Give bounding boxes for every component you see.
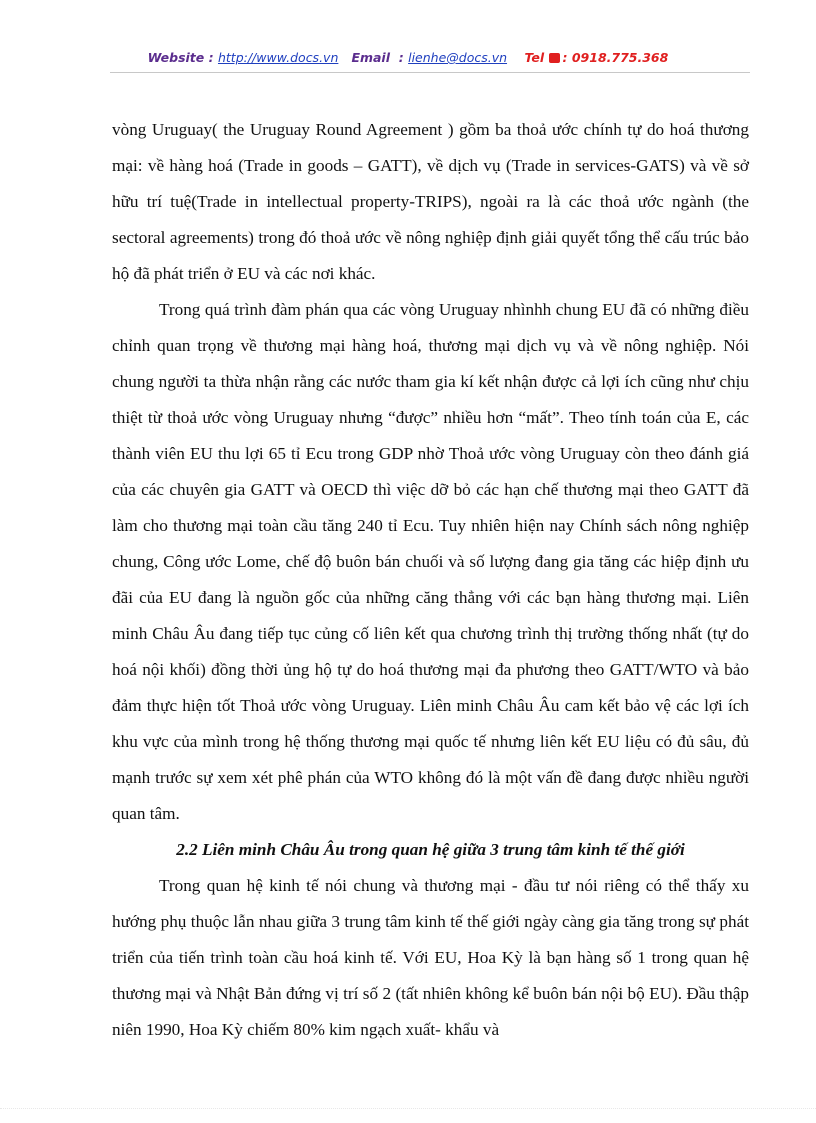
email-link[interactable]: lienhe@docs.vn [408, 50, 508, 65]
page-header [0, 50, 816, 65]
tel-label: Tel [524, 50, 545, 65]
email-separator: : [398, 50, 404, 65]
email-label: Email [351, 50, 391, 65]
footer-divider [0, 1108, 816, 1109]
paragraph-2: Trong quá trình đàm phán qua các vòng Uruguay nhìnhh chung EU đã có những điều chỉnh quan trọng về thương mại hàng hoá, thương mại dịch vụ và về nông nghiệp. Nói chung người ta thừa nhận rằng các nước tham gia kí kết nhận được cả lợi ích cũng như chịu thiệt từ thoả ước vòng Uruguay nhưng “được” nhiều hơn “mất”. Theo tính toán của E, các thành viên EU thu lợi 65 tỉ Ecu trong GDP nhờ Thoả ước vòng Uruguay còn theo đánh giá của các chuyên gia GATT và OECD thì việc dỡ bỏ các hạn chế thương mại theo GATT đã làm cho thương mại toàn cầu tăng 240 tỉ Ecu. Tuy nhiên hiện nay Chính sách nông nghiệp chung, Công ước Lome, chế độ buôn bán chuối và số lượng đang gia tăng các hiệp định ưu đãi của EU đang là nguồn gốc của những căng thẳng với các bạn hàng thương mại. Liên minh Châu Âu đang tiếp tục củng cố liên kết qua chương trình thị trường thống nhất (tự do hoá nội khối) đồng thời ủng hộ tự do hoá thương mại đa phương theo GATT/WTO và bảo đảm thực hiện tốt Thoả ước vòng Uruguay. Liên minh Châu Âu cam kết bảo vệ các lợi ích khu vực của mình trong hệ thống thương mại quốc tế nhưng liên kết EU liệu có đủ sâu, đủ mạnh trước sự xem xét phê phán của WTO không đó là một vấn đề đang được nhiều người quan tâm. [112, 300, 749, 823]
website-label: Website : [147, 50, 214, 65]
website-link[interactable]: http://www.docs.vn [217, 50, 339, 65]
section-heading: 2.2 Liên minh Châu Âu trong quan hệ giữa 3 trung tâm kinh tế thế giới [176, 840, 685, 859]
header-divider [110, 72, 750, 73]
paragraph-1: vòng Uruguay( the Uruguay Round Agreement ) gồm ba thoả ước chính tự do hoá thương mại: về hàng hoá (Trade in goods – GATT), về dịch vụ (Trade in services-GATS) và về sở hữu trí tuệ(Trade in intellectual property-TRIPS), ngoài ra là các thoả ước ngành (the sectoral agreements) trong đó thoả ước về nông nghiệp định giải quyết tổng thể cấu trúc bảo hộ đã phát triển ở EU và các nơi khác. [112, 120, 749, 283]
document-body [112, 112, 749, 1048]
tel-number: : 0918.775.368 [562, 50, 669, 65]
paragraph-3: Trong quan hệ kinh tế nói chung và thương mại - đầu tư nói riêng có thể thấy xu hướng phụ thuộc lẫn nhau giữa 3 trung tâm kinh tế thế giới ngày càng gia tăng trong sự phát triển của tiến trình toàn cầu hoá kinh tế. Với EU, Hoa Kỳ là bạn hàng số 1 trong quan hệ thương mại và Nhật Bản đứng vị trí số 2 (tất nhiên không kể buôn bán nội bộ EU). Đầu thập niên 1990, Hoa Kỳ chiếm 80% kim ngạch xuất- khẩu và [112, 876, 749, 1039]
phone-icon [549, 53, 560, 63]
